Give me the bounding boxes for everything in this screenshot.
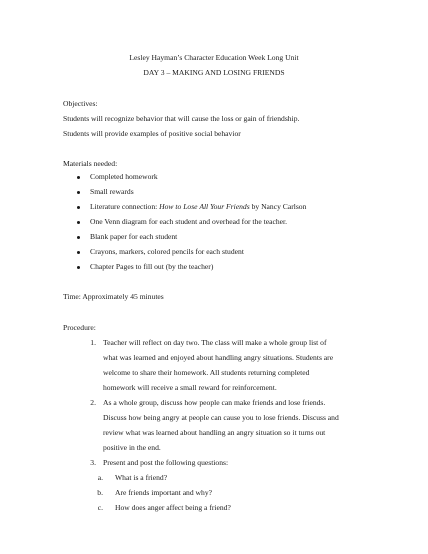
step-number: 1.	[90, 338, 96, 347]
objectives-heading: Objectives:	[63, 99, 98, 108]
step-line: As a whole group, discuss how people can make friends and lose friends.	[103, 398, 326, 407]
step-line: what was learned and enjoyed about handling angry situations. Students are	[103, 353, 334, 362]
book-title: How to Lose All Your Friends	[159, 202, 250, 211]
bullet-icon	[77, 236, 80, 239]
question-text: Are friends important and why?	[115, 488, 213, 497]
material-item: Chapter Pages to fill out (by the teacher)	[90, 262, 214, 271]
objective-line: Students will recognize behavior that will cause the loss or gain of friendship.	[63, 114, 300, 123]
material-item: Small rewards	[90, 187, 134, 196]
bullet-icon	[77, 221, 80, 224]
material-item: Crayons, markers, colored pencils for each student	[90, 247, 244, 256]
step-number: 3.	[90, 458, 96, 467]
day-subtitle: DAY 3 – MAKING AND LOSING FRIENDS	[143, 68, 285, 77]
step-line: Teacher will reflect on day two. The class will make a whole group list of	[103, 338, 327, 347]
question-letter: c.	[97, 503, 103, 512]
bullet-icon	[77, 176, 80, 179]
question-letter: a.	[97, 473, 103, 482]
step-line: welcome to share their homework. All students returning completed	[103, 368, 310, 377]
material-item-literature	[90, 202, 306, 211]
material-item: Completed homework	[90, 172, 158, 181]
materials-heading: Materials needed:	[63, 159, 118, 168]
step-number: 2.	[90, 398, 96, 407]
step-line: homework will receive a small reward for reinforcement.	[103, 383, 277, 392]
step-line: Present and post the following questions:	[103, 458, 229, 467]
step-line: Discuss how being angry at people can cause you to lose friends. Discuss and	[103, 413, 339, 422]
procedure-heading: Procedure:	[63, 323, 96, 332]
literature-label: Literature connection:	[90, 202, 160, 211]
material-item: One Venn diagram for each student and overhead for the teacher.	[90, 217, 288, 226]
bullet-icon	[77, 191, 80, 194]
time-estimate: Time: Approximately 45 minutes	[63, 292, 164, 301]
question-text: What is a friend?	[115, 473, 168, 482]
step-line: positive in the end.	[103, 443, 161, 452]
document-title: Lesley Hayman’s Character Education Week Long Unit	[129, 53, 299, 62]
question-text: How does anger affect being a friend?	[115, 503, 231, 512]
bullet-icon	[77, 251, 80, 254]
question-letter: b.	[97, 488, 103, 497]
step-line: review what was learned about handling an angry situation so it turns out	[103, 428, 326, 437]
material-item: Blank paper for each student	[90, 232, 178, 241]
objective-line: Students will provide examples of positive social behavior	[63, 129, 241, 138]
bullet-icon	[77, 206, 80, 209]
bullet-icon	[77, 266, 80, 269]
book-author: by Nancy Carlson	[249, 202, 307, 211]
